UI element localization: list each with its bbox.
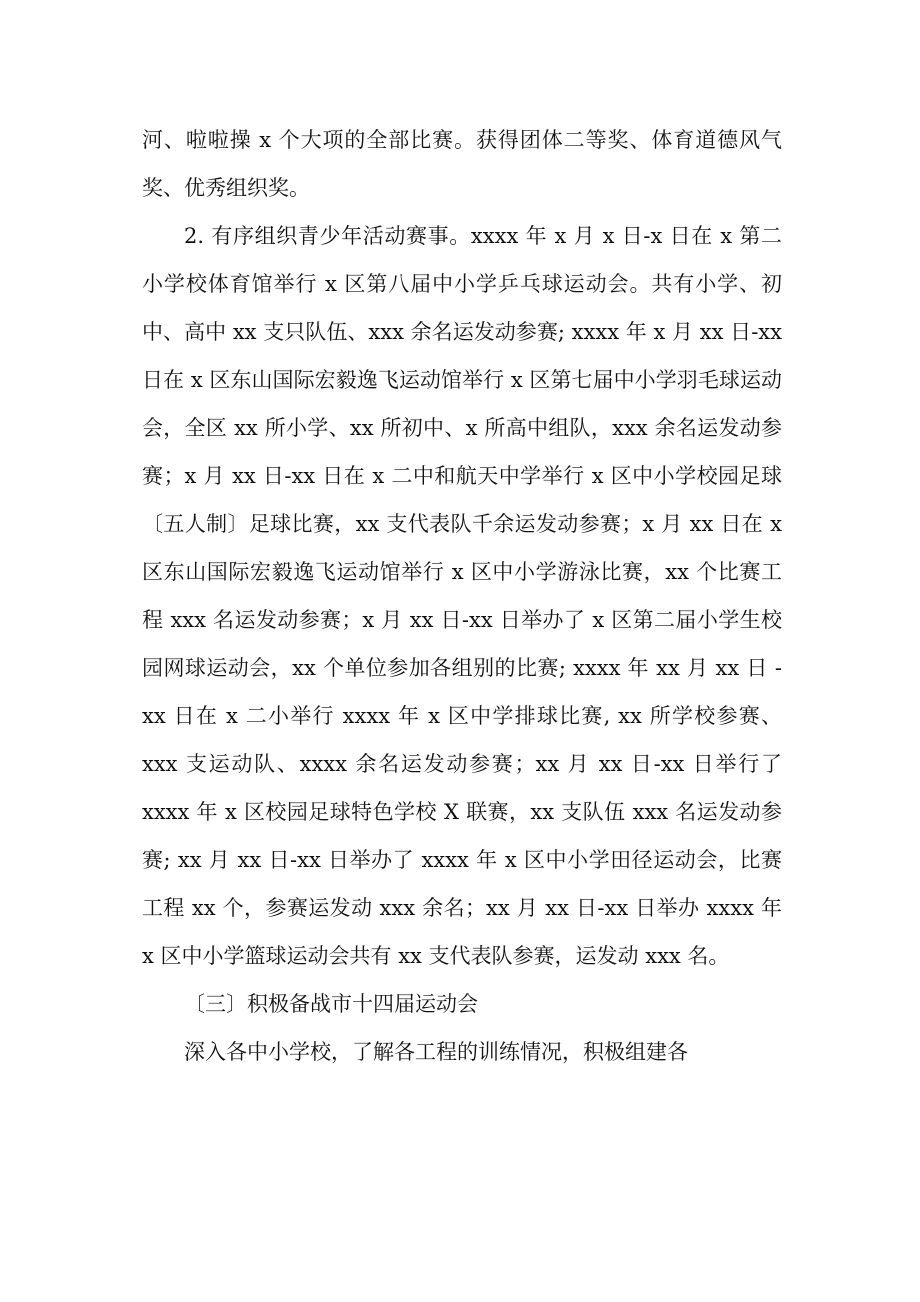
paragraph-1: 河、啦啦操 x 个大项的全部比赛。获得团体二等奖、体育道德风气奖、优秀组织奖。 xyxy=(142,128,782,200)
paragraph-3: 深入各中小学校，了解各工程的训练情况，积极组建各 xyxy=(184,1040,688,1064)
paragraph-2: 2. 有序组织青少年活动赛事。xxxx 年 x 月 x 日-x 日在 x 第二小学校体育馆举行 x 区第八届中小学乒乓球运动会。共有小学、初中、高中 xx 支只队伍、xxx 余名运发动参赛; xxxx 年 x 月 xx 日-xx 日在 x 区东山国际宏毅逸飞运动馆举行 x 区第七届中小学羽毛球运动会，全区 xx 所小学、xx 所初中、x 所高中组队，xxx 余名运发动参赛；x 月 xx 日-xx 日在 x 二中和航天中学举行 x 区中小学校园足球〔五人制〕足球比赛，xx 支代表队千余运发动参赛；x 月 xx 日在 x 区东山国际宏毅逸飞运动馆举行 x 区中小学游泳比赛，xx 个比赛工程 xxx 名运发动参赛；x 月 xx 日-xx 日举办了 x 区第二届小学生校园网球运动会，xx 个单位参加各组别的比赛; xxxx 年 xx 月 xx 日 -xx 日在 x 二小举行 xxxx 年 x 区中学排球比赛, xx 所学校参赛、xxx 支运动队、xxxx 余名运发动参赛；xx 月 xx 日-xx 日举行了 xxxx 年 x 区校园足球特色学校 X 联赛，xx 支队伍 xxx 名运发动参赛; xx 月 xx 日-xx 日举办了 xxxx 年 x 区中小学田径运动会，比赛工程 xx 个，参赛运发动 xxx 余名；xx 月 xx 日-xx 日举办 xxxx 年 x 区中小学篮球运动会共有 xx 支代表队参赛，运发动 xxx 名。 xyxy=(142,224,782,968)
section-heading: 〔三〕积极备战市十四届运动会 xyxy=(184,992,478,1016)
document-page xyxy=(142,116,782,1076)
